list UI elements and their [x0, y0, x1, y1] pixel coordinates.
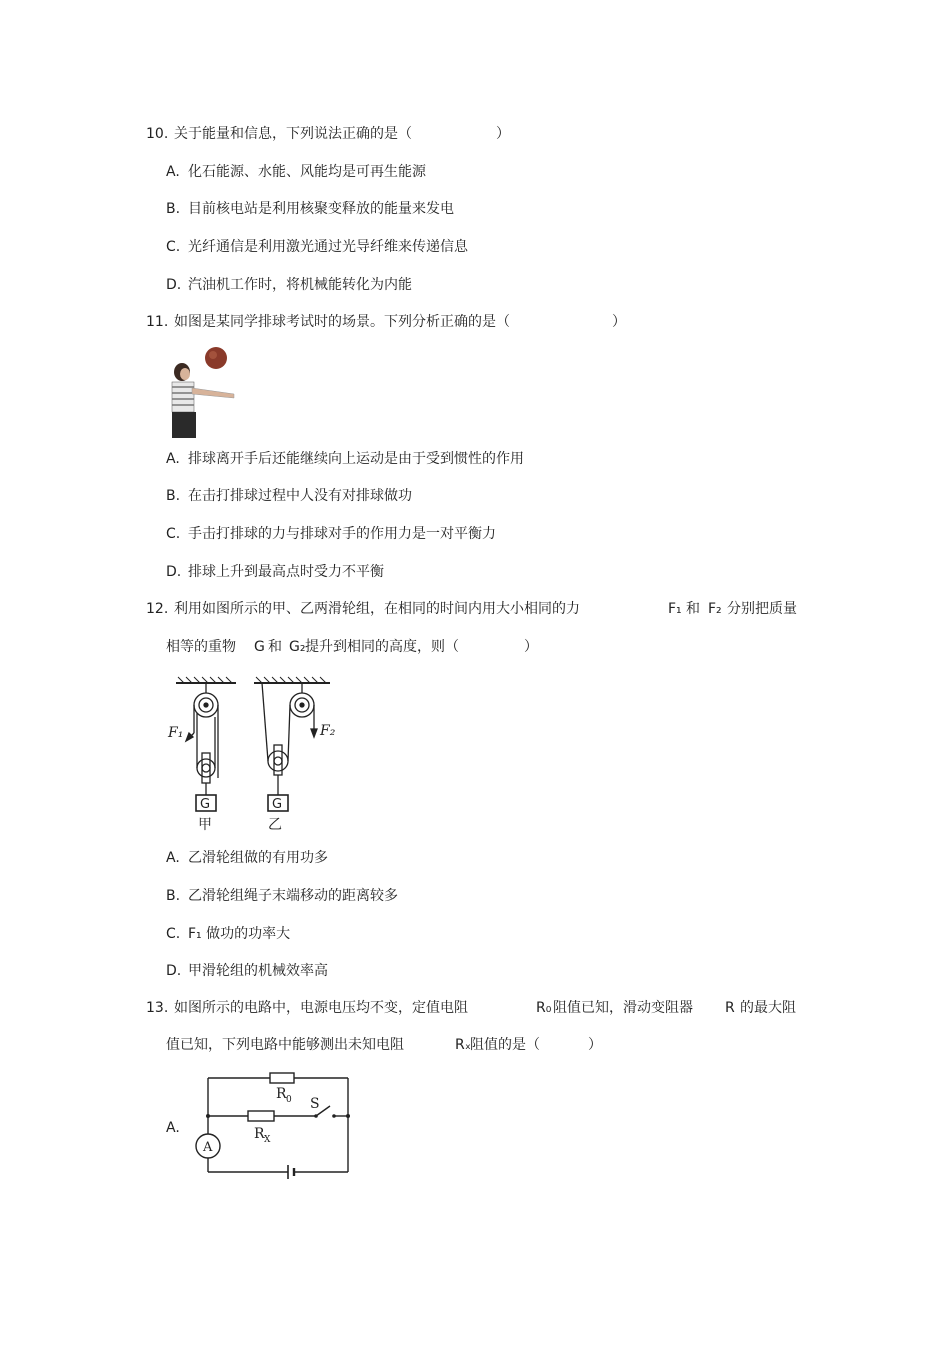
label-r0-sub: 0 — [286, 1095, 292, 1105]
option-letter: A. — [166, 850, 180, 866]
option-text: 手击打排球的力与排球对手的作用力是一对平衡力 — [188, 526, 496, 542]
weight-g2: G₂ — [289, 639, 306, 655]
question-stem: 如图是某同学排球考试时的场景。下列分析正确的是（ — [174, 314, 510, 330]
question-number: 11. — [146, 314, 169, 330]
resistor-r: R — [725, 1000, 735, 1016]
fig-label-f2: F₂ — [320, 723, 336, 739]
option-letter: C. — [166, 239, 181, 255]
resistor-r0-symbol — [270, 1073, 294, 1083]
answer-bracket-close: ） — [612, 314, 626, 330]
option-letter: C. — [166, 526, 181, 542]
circuit-diagram-a — [192, 1068, 362, 1178]
stem-and: 和 — [268, 639, 282, 655]
question-stem-line2: 相等的重物 — [166, 639, 236, 655]
question-stem-line2: 值已知，下列电路中能够测出未知电阻 — [166, 1037, 404, 1053]
option-c — [166, 237, 468, 257]
option-text: 乙滑轮组做的有用功多 — [188, 850, 328, 866]
option-text: F₁ 做功的功率大 — [188, 926, 291, 942]
option-letter: B. — [166, 201, 181, 217]
option-a — [166, 848, 328, 868]
option-c — [166, 924, 290, 944]
option-d — [166, 961, 328, 981]
answer-bracket-close: ） — [524, 639, 538, 655]
option-text: 在击打排球过程中人没有对排球做功 — [188, 488, 412, 504]
fig-label-jia: 甲 — [198, 817, 212, 833]
label-rx-sub: X — [264, 1135, 271, 1145]
option-a — [166, 162, 426, 182]
fig-label-g-yi: G — [272, 797, 283, 812]
question-stem-cont: 提升到相同的高度，则（ — [305, 639, 459, 655]
option-text: 排球上升到最高点时受力不平衡 — [188, 564, 384, 580]
weight-g: G — [254, 639, 265, 655]
force-f1: F₁ — [668, 601, 682, 617]
resistor-rx: Rₓ — [455, 1037, 471, 1053]
option-text: 排球离开手后还能继续向上运动是由于受到惯性的作用 — [188, 451, 524, 467]
fig-label-yi: 乙 — [268, 817, 282, 833]
option-text: 汽油机工作时，将机械能转化为内能 — [188, 277, 412, 293]
option-c — [166, 524, 496, 544]
question-stem: 如图所示的电路中，电源电压均不变，定值电阻 — [174, 1000, 468, 1016]
answer-bracket-close: ） — [588, 1037, 602, 1053]
volleyball-player-figure — [166, 346, 238, 438]
question-number: 10. — [146, 126, 169, 142]
label-switch: S — [310, 1096, 320, 1112]
question-number: 13. — [146, 1000, 169, 1016]
question-stem: 利用如图所示的甲、乙两滑轮组，在相同的时间内用大小相同的力 — [174, 601, 580, 617]
option-letter: B. — [166, 488, 181, 504]
option-letter: D. — [166, 564, 182, 580]
option-letter: D. — [166, 963, 182, 979]
option-letter: C. — [166, 926, 181, 942]
volleyball-ball — [205, 347, 227, 369]
option-d — [166, 275, 412, 295]
option-b — [166, 199, 454, 219]
option-text: 化石能源、水能、风能均是可再生能源 — [188, 164, 426, 180]
stem-and: 和 — [686, 601, 700, 617]
option-d — [166, 562, 384, 582]
question-stem-cont: 阻值已知，滑动变阻器 — [553, 1000, 693, 1016]
label-rx: R — [254, 1126, 265, 1142]
option-text: 目前核电站是利用核聚变释放的能量来发电 — [188, 201, 454, 217]
fig-label-g-jia: G — [200, 797, 211, 812]
option-b — [166, 886, 398, 906]
option-text: 光纤通信是利用激光通过光导纤维来传递信息 — [188, 239, 468, 255]
fig-label-f1: F₁ — [168, 725, 184, 741]
option-text: 甲滑轮组的机械效率高 — [188, 963, 328, 979]
question-number: 12. — [146, 601, 169, 617]
option-letter: A. — [166, 164, 180, 180]
question-stem-cont: 阻值的是（ — [470, 1037, 540, 1053]
option-text: 乙滑轮组绳子末端移动的距离较多 — [188, 888, 398, 904]
force-f2: F₂ — [708, 601, 722, 617]
question-stem: 关于能量和信息，下列说法正确的是（ — [174, 126, 412, 142]
option-letter: D. — [166, 277, 182, 293]
option-a — [166, 449, 524, 469]
answer-bracket-close: ） — [496, 126, 510, 142]
question-stem-cont: 的最大阻 — [740, 1000, 796, 1016]
resistor-rx-symbol — [248, 1111, 274, 1121]
option-b — [166, 486, 412, 506]
pulley-system-figure — [162, 673, 342, 833]
option-letter: B. — [166, 888, 181, 904]
label-r0: R — [276, 1086, 287, 1102]
label-ammeter: A — [203, 1140, 213, 1155]
resistor-r0: R₀ — [536, 1000, 552, 1016]
option-letter: A. — [166, 451, 180, 467]
question-stem-cont: 分别把质量 — [727, 601, 797, 617]
option-a-letter: A. — [166, 1120, 180, 1136]
